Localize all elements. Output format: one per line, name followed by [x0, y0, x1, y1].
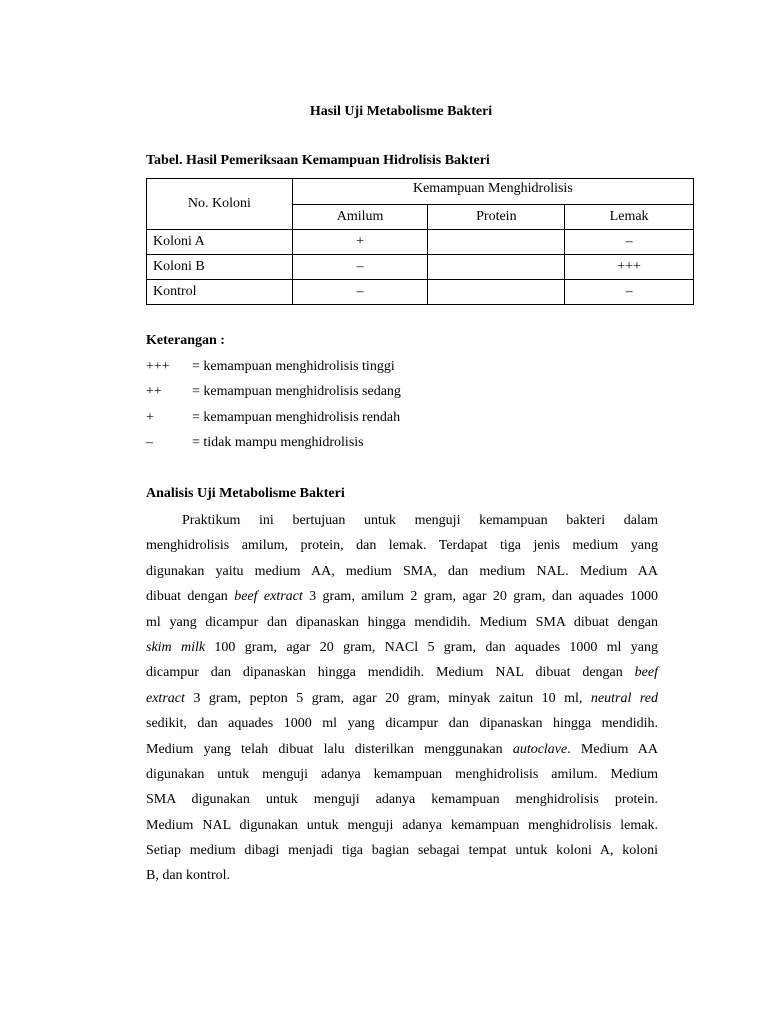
analysis-paragraph — [146, 508, 658, 889]
row-name: Koloni A — [147, 230, 293, 255]
page-title: Hasil Uji Metabolisme Bakteri — [309, 104, 493, 119]
subheader-protein: Protein — [428, 205, 565, 230]
legend-item — [146, 434, 401, 459]
text-segment: digunakan yaitu medium AA, medium SMA, dan medium NAL. Medium AA — [146, 563, 658, 579]
italic-term: beef — [634, 665, 658, 681]
legend-symbol: + — [146, 409, 154, 425]
legend — [146, 358, 401, 459]
cell-protein — [428, 230, 565, 255]
paragraph-line — [146, 584, 658, 609]
paragraph-line — [146, 762, 658, 787]
subheader-lemak: Lemak — [565, 205, 694, 230]
paragraph-line — [146, 863, 658, 888]
text-segment: Praktikum ini bertujuan untuk menguji kemampuan bakteri dalam — [182, 513, 658, 528]
paragraph-line — [146, 610, 658, 635]
legend-title: Keterangan : — [146, 333, 225, 348]
header-group: Kemampuan Menghidrolisis — [292, 179, 693, 205]
legend-text: = kemampuan menghidrolisis sedang — [192, 384, 401, 400]
legend-text: = kemampuan menghidrolisis tinggi — [192, 359, 395, 374]
text-segment: . Medium AA — [567, 741, 659, 757]
italic-term: extract — [146, 690, 185, 706]
paragraph-line — [146, 737, 658, 762]
legend-symbol: – — [146, 434, 153, 450]
italic-term: autoclave — [512, 741, 568, 757]
text-segment: 3 gram, amilum 2 gram, agar 20 gram, dan aquades 1000 — [302, 589, 659, 605]
legend-item — [146, 409, 401, 434]
legend-item — [146, 383, 401, 408]
legend-text: = kemampuan menghidrolisis rendah — [192, 409, 401, 425]
legend-text: = tidak mampu menghidrolisis — [192, 434, 364, 450]
table-row — [147, 280, 694, 305]
legend-symbol: +++ — [146, 359, 170, 374]
text-segment: sedikit, dan aquades 1000 ml yang dicampur dan dipanaskan hingga mendidih. — [146, 716, 658, 732]
text-segment: Setiap medium dibagi menjadi tiga bagian sebagai tempat untuk koloni A, koloni — [146, 843, 658, 859]
header-colony: No. Koloni — [147, 179, 293, 230]
cell-lemak: – — [565, 280, 694, 305]
text-segment: B, dan kontrol. — [146, 868, 230, 884]
text-segment: digunakan untuk menguji adanya kemampuan menghidrolisis amilum. Medium — [146, 766, 658, 782]
text-segment: Medium yang telah dibuat lalu disterilkan menggunakan — [146, 741, 513, 757]
paragraph-line — [146, 711, 658, 736]
text-segment: menghidrolisis amilum, protein, dan lemak. Terdapat tiga jenis medium yang — [146, 538, 658, 554]
text-segment: dibuat dengan — [146, 589, 235, 605]
paragraph-line — [146, 635, 658, 660]
paragraph-line — [146, 508, 658, 533]
table-row — [147, 255, 694, 280]
cell-amilum: + — [292, 230, 428, 255]
paragraph-line — [146, 533, 658, 558]
cell-amilum: – — [292, 280, 428, 305]
text-segment: ml yang dicampur dan dipanaskan hingga mendidih. Medium SMA dibuat dengan — [146, 614, 658, 630]
cell-lemak: +++ — [565, 255, 694, 280]
paragraph-line — [146, 660, 658, 685]
italic-term: beef extract — [234, 589, 303, 605]
table-row — [147, 230, 694, 255]
text-segment: 3 gram, pepton 5 gram, agar 20 gram, minyak zaitun 10 ml, — [184, 690, 591, 706]
text-segment: dicampur dan dipanaskan hingga mendidih. Medium NAL dibuat dengan — [146, 665, 635, 681]
legend-symbol: ++ — [146, 384, 162, 400]
italic-term: skim milk — [146, 639, 206, 655]
text-segment: 100 gram, agar 20 gram, NACl 5 gram, dan aquades 1000 ml yang — [205, 639, 658, 655]
cell-amilum: – — [292, 255, 428, 280]
table-caption: Tabel. Hasil Pemeriksaan Kemampuan Hidrolisis Bakteri — [146, 153, 490, 168]
paragraph-line — [146, 686, 658, 711]
subheader-amilum: Amilum — [292, 205, 428, 230]
paragraph-line — [146, 559, 658, 584]
cell-lemak: – — [565, 230, 694, 255]
paragraph-line — [146, 787, 658, 812]
text-segment: Medium NAL digunakan untuk menguji adanya kemampuan menghidrolisis lemak. — [146, 817, 658, 833]
paragraph-line — [146, 838, 658, 863]
row-name: Koloni B — [147, 255, 293, 280]
row-name: Kontrol — [147, 280, 293, 305]
results-table — [146, 178, 694, 305]
analysis-title: Analisis Uji Metabolisme Bakteri — [146, 486, 345, 501]
italic-term: neutral red — [590, 690, 658, 706]
paragraph-line — [146, 813, 658, 838]
table-header-row — [147, 179, 694, 205]
legend-item — [146, 358, 401, 383]
text-segment: SMA digunakan untuk menguji adanya kemampuan menghidrolisis protein. — [146, 792, 658, 808]
cell-protein — [428, 255, 565, 280]
cell-protein — [428, 280, 565, 305]
